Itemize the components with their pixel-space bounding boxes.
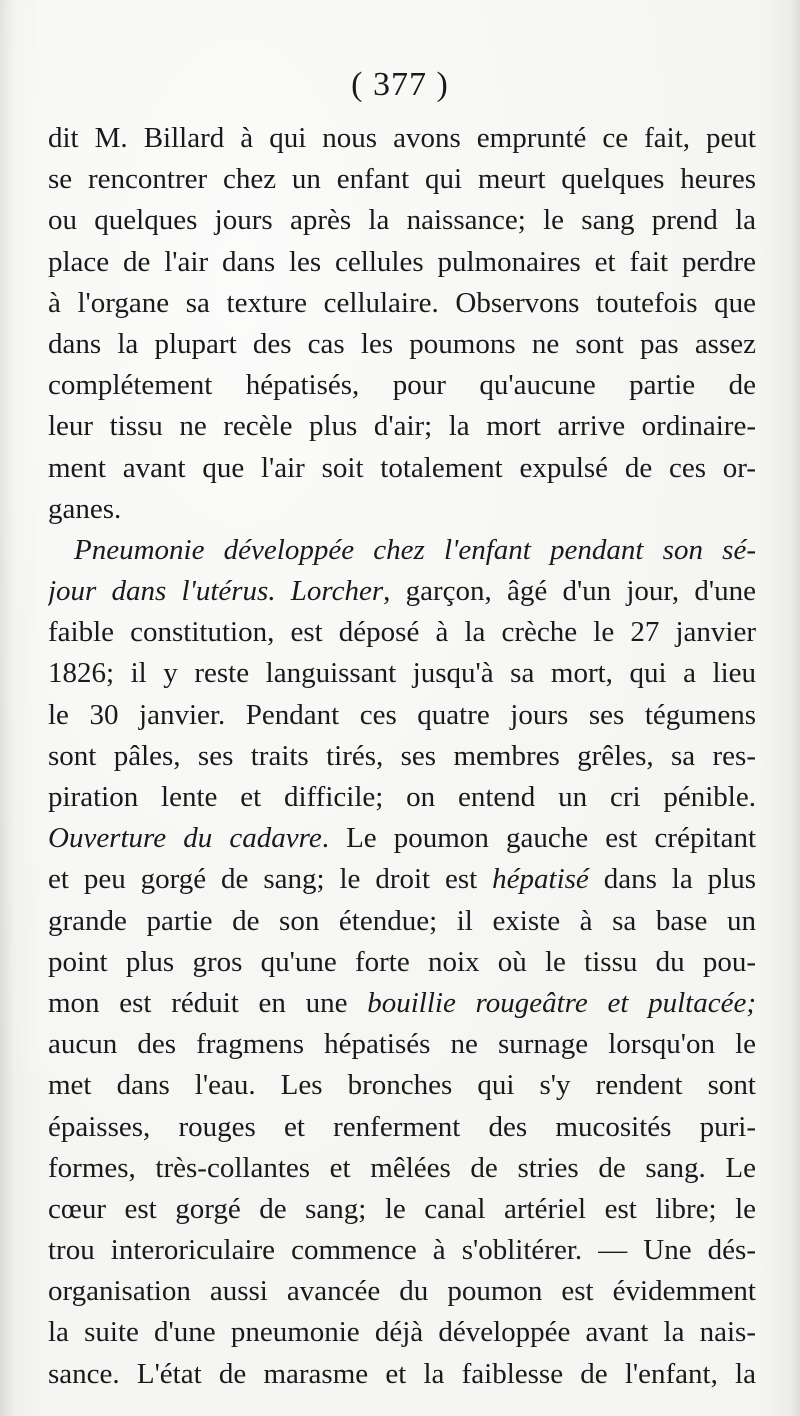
italic-text: Ouverture du cadavre xyxy=(48,822,322,855)
text-segment: faible constitution, est déposé à la crèche le 27 janvier xyxy=(48,616,756,649)
text-segment: sance. L'état de marasme et la faiblesse de l'enfant, la xyxy=(48,1357,756,1390)
text-line xyxy=(48,406,756,447)
page-number: ( 377 ) xyxy=(351,66,449,103)
text-line xyxy=(48,118,756,159)
text-segment: sont pâles, ses traits tirés, ses membres grêles, sa res- xyxy=(48,739,756,772)
text-segment: complétement hépatisés, pour qu'aucune partie de xyxy=(48,369,756,402)
text-line xyxy=(48,489,756,530)
text-line xyxy=(48,1065,756,1106)
text-line xyxy=(48,1024,756,1065)
text-segment: cœur est gorgé de sang; le canal artériel est libre; le xyxy=(48,1192,756,1225)
text-segment: place de l'air dans les cellules pulmonaires et fait perdre xyxy=(48,245,756,278)
text-segment: ment avant que l'air soit totalement expulsé de ces or- xyxy=(48,451,756,484)
text-line xyxy=(48,571,756,612)
text-line xyxy=(48,777,756,818)
text-segment: formes, très-collantes et mêlées de stries de sang. Le xyxy=(48,1151,756,1184)
text-segment: dans la plus xyxy=(588,863,756,896)
text-line xyxy=(48,200,756,241)
text-segment: aucun des fragmens hépatisés ne surnage lorsqu'on le xyxy=(48,1028,756,1061)
text-line xyxy=(48,859,756,900)
text-segment: organisation aussi avancée du poumon est évidemment xyxy=(48,1275,756,1308)
text-segment: dit M. Billard à qui nous avons emprunté ce fait, peut xyxy=(48,122,756,154)
text-line xyxy=(48,983,756,1024)
text-line xyxy=(48,365,756,406)
text-segment: mon est réduit en une xyxy=(48,986,368,1019)
text-line xyxy=(48,818,756,859)
text-segment: à l'organe sa texture cellulaire. Observons toutefois que xyxy=(48,286,756,319)
text-segment: ou quelques jours après la naissance; le sang prend la xyxy=(48,204,756,237)
text-segment: dans la plupart des cas les poumons ne sont pas assez xyxy=(48,327,756,360)
text-line xyxy=(48,448,756,489)
text-line xyxy=(48,942,756,983)
text-line xyxy=(48,530,756,571)
text-line xyxy=(48,283,756,324)
italic-text: Pneumonie développée chez l'enfant pendant son sé- xyxy=(74,533,756,566)
text-line xyxy=(48,1230,756,1271)
text-segment: met dans l'eau. Les bronches qui s'y rendent sont xyxy=(48,1069,756,1102)
text-segment: ganes. xyxy=(48,492,122,525)
text-line xyxy=(48,159,756,200)
italic-text: hépatisé xyxy=(492,863,589,896)
text-segment: la suite d'une pneumonie déjà développée avant la nais- xyxy=(48,1316,756,1349)
italic-text: jour dans l'utérus. Lorcher xyxy=(48,575,384,608)
text-line xyxy=(48,653,756,694)
text-line xyxy=(48,1107,756,1148)
text-segment: le 30 janvier. Pendant ces quatre jours ses tégumens xyxy=(48,698,756,731)
text-segment: 1826; il y reste languissant jusqu'à sa mort, qui a lieu xyxy=(48,657,756,690)
text-line xyxy=(48,242,756,283)
text-segment: leur tissu ne recèle plus d'air; la mort arrive ordinaire- xyxy=(48,410,756,443)
text-line xyxy=(48,695,756,736)
italic-text: bouillie rougeâtre et pultacée; xyxy=(367,986,756,1019)
body-text xyxy=(48,118,756,1395)
text-segment: se rencontrer chez un enfant qui meurt quelques heures xyxy=(48,163,756,196)
text-line xyxy=(48,901,756,942)
text-segment: épaisses, rouges et renferment des mucosités puri- xyxy=(48,1110,756,1143)
text-segment: trou interoriculaire commence à s'oblitérer. — Une dés- xyxy=(48,1234,756,1267)
text-segment: grande partie de son étendue; il existe à sa base un xyxy=(48,904,756,937)
text-segment: et peu gorgé de sang; le droit est xyxy=(48,863,493,896)
text-line xyxy=(48,736,756,777)
text-line xyxy=(48,1189,756,1230)
text-segment: piration lente et difficile; on entend un cri pénible. xyxy=(48,781,756,813)
text-line xyxy=(48,1271,756,1312)
text-line xyxy=(48,324,756,365)
text-line xyxy=(48,1354,756,1395)
text-segment: . Le poumon gauche est crépitant xyxy=(321,822,756,855)
text-line xyxy=(48,612,756,653)
text-line xyxy=(48,1148,756,1189)
text-segment: point plus gros qu'une forte noix où le tissu du pou- xyxy=(48,945,756,978)
text-line xyxy=(48,1312,756,1353)
text-segment: , garçon, âgé d'un jour, d'une xyxy=(383,575,756,608)
